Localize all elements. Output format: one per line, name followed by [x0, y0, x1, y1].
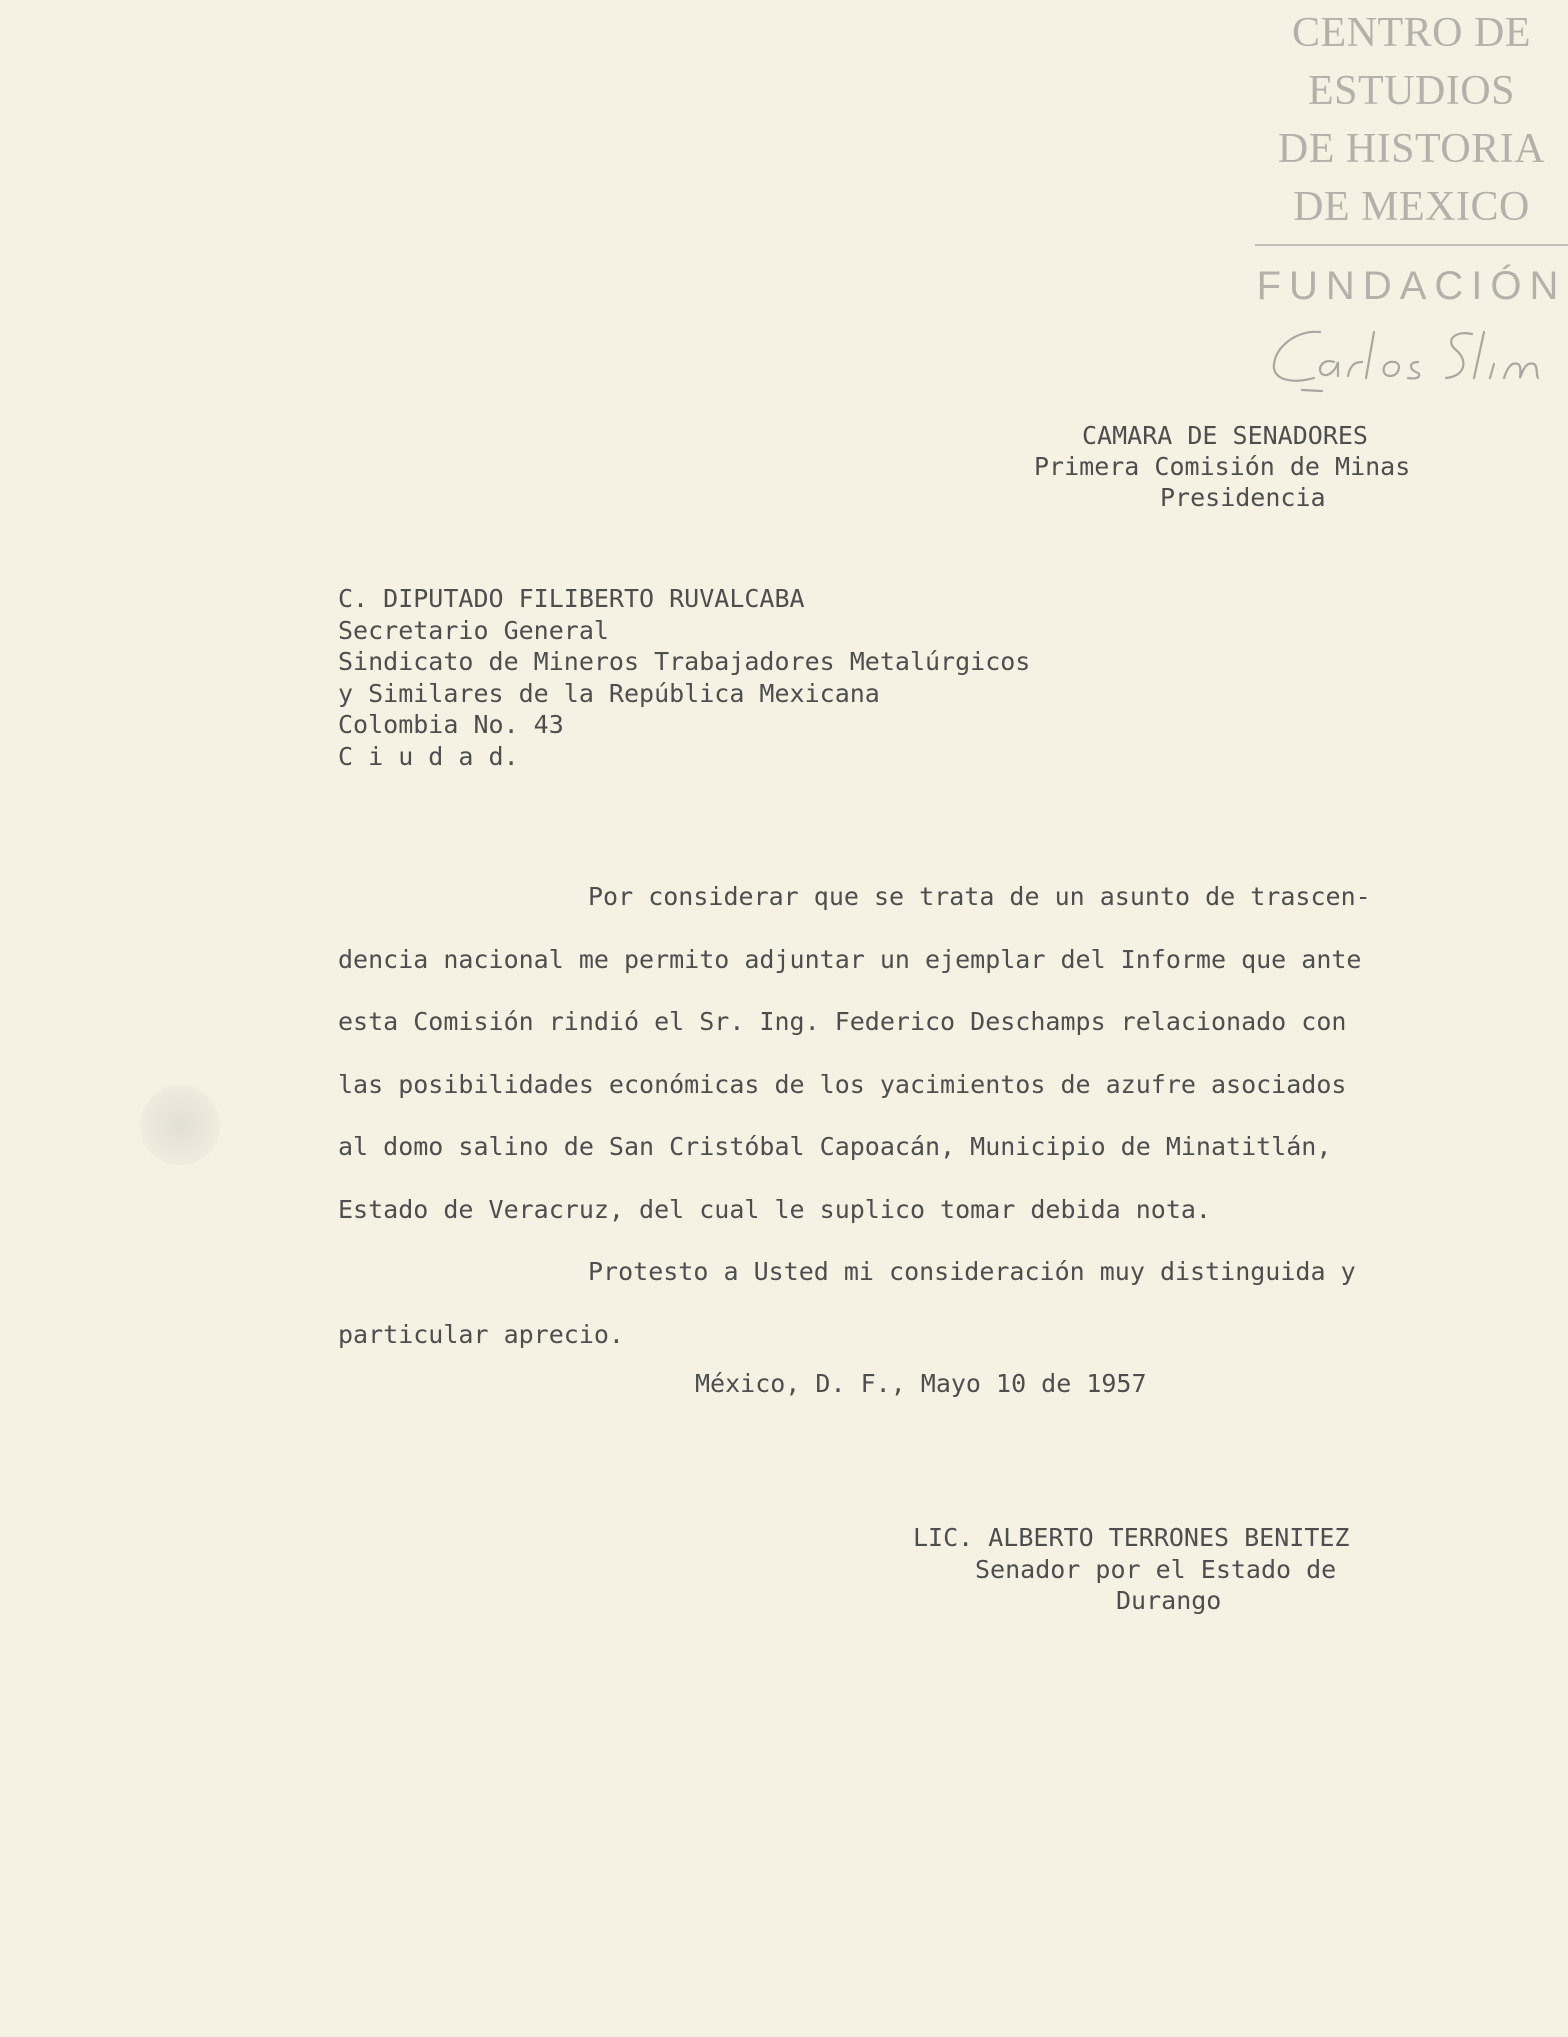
body-line-3: esta Comisión rindió el Sr. Ing. Federico Deschamps relacionado con — [338, 1007, 1347, 1036]
signature-block — [913, 1522, 1350, 1617]
stamp-foundation: FUNDACIÓN — [1256, 264, 1567, 308]
addressee-block — [338, 583, 1030, 772]
addressee-name: C. DIPUTADO FILIBERTO RUVALCABA — [338, 584, 805, 613]
stamp-divider — [1255, 244, 1568, 246]
body-line-4: las posibilidades económicas de los yacimientos de azufre asociados — [338, 1069, 1347, 1099]
chamber-name: CAMARA DE SENADORES — [1082, 421, 1368, 450]
commission-name: Primera Comisión de Minas — [1034, 452, 1411, 481]
addressee-address: Colombia No. 43 — [338, 710, 564, 739]
office-name: Presidencia — [1160, 483, 1326, 512]
stamp-line-3: DE HISTORIA — [1277, 126, 1546, 172]
body-line-1: Por considerar que se trata de un asunto de trascen- — [588, 882, 1371, 911]
signatory-title-line-1: Senador por el Estado de — [975, 1554, 1337, 1584]
closing-line-2: particular aprecio. — [338, 1319, 624, 1349]
foundation-signature-logo — [1255, 318, 1568, 402]
addressee-city: C i u d a d. — [338, 741, 519, 771]
stamp-line-2: ESTUDIOS — [1307, 68, 1515, 114]
letter-body — [338, 866, 1398, 1366]
stamp-line-4: DE MEXICO — [1293, 184, 1530, 230]
letterhead — [1034, 420, 1410, 513]
signatory-title-line-2: Durango — [1116, 1586, 1222, 1615]
addressee-organization-line-2: y Similares de la República Mexicana — [338, 678, 880, 708]
stamp-line-1: CENTRO DE — [1292, 10, 1531, 56]
body-line-5: al domo salino de San Cristóbal Capoacán, Municipio de Minatitlán, — [338, 1132, 1332, 1161]
paper-smudge — [140, 1085, 220, 1165]
addressee-position: Secretario General — [338, 615, 609, 645]
body-line-2: dencia nacional me permito adjuntar un ejemplar del Informe que ante — [338, 944, 1362, 974]
body-line-6: Estado de Veracruz, del cual le suplico tomar debida nota. — [338, 1194, 1211, 1224]
signatory-name: LIC. ALBERTO TERRONES BENITEZ — [913, 1523, 1350, 1552]
addressee-organization-line-1: Sindicato de Mineros Trabajadores Metalúrgicos — [338, 647, 1031, 676]
dateline: México, D. F., Mayo 10 de 1957 — [695, 1369, 1147, 1398]
closing-line-1: Protesto a Usted mi consideración muy distinguida y — [588, 1257, 1356, 1286]
archive-stamp — [1255, 4, 1568, 402]
